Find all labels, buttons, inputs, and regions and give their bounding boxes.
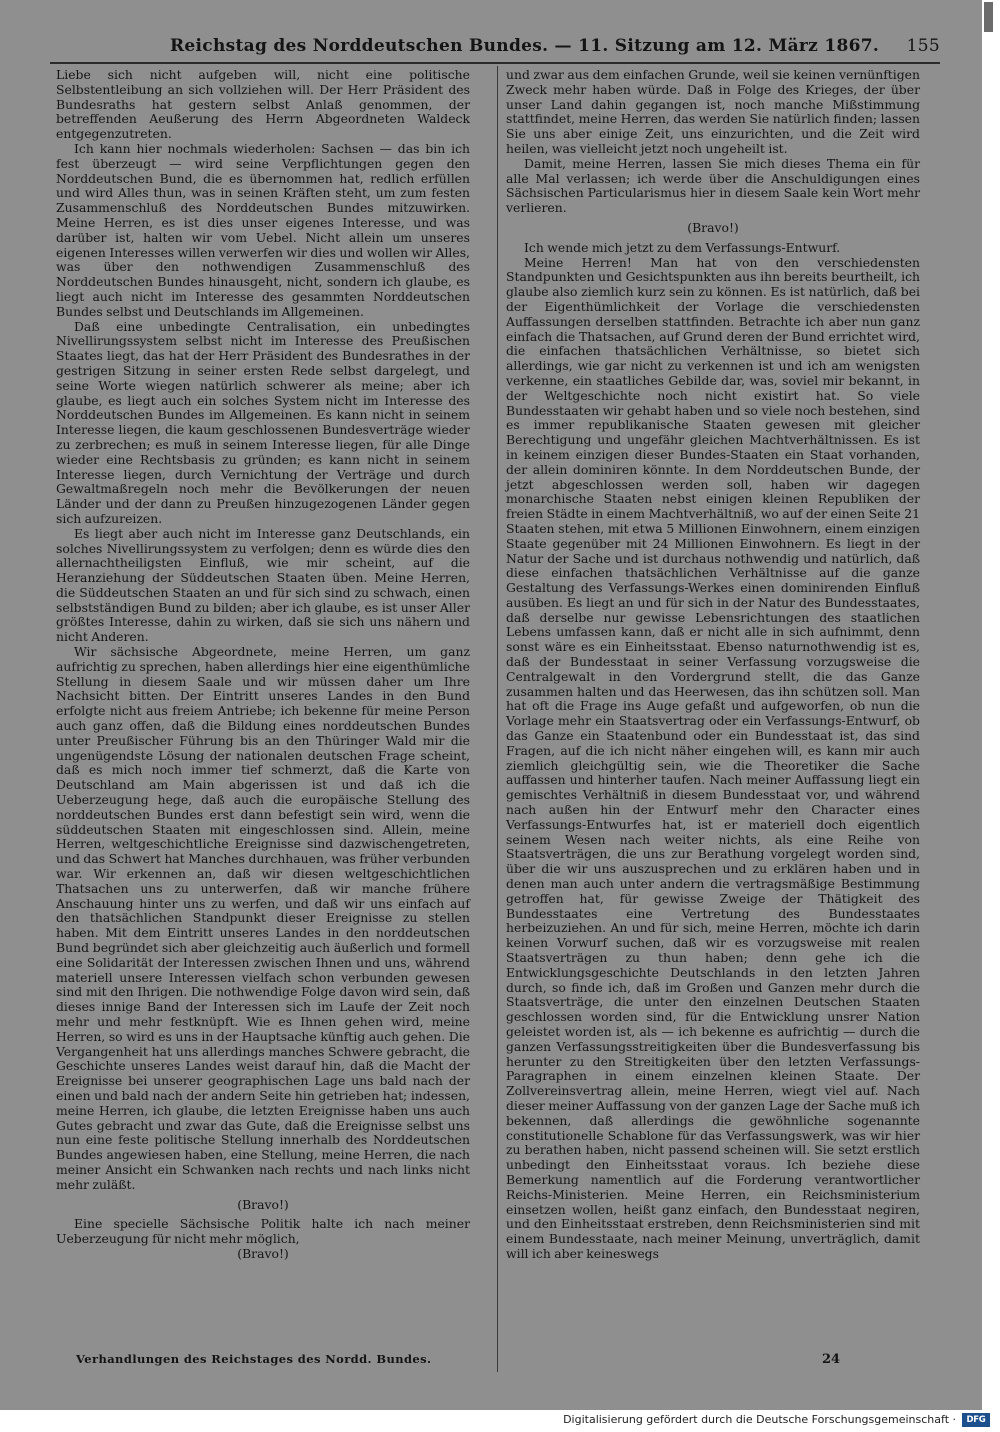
- paragraph: Ich wende mich jetzt zu dem Verfassungs-Entwurf.: [524, 239, 841, 255]
- bravo-interjection: (Bravo!): [237, 1245, 289, 1261]
- page-number: 155: [906, 36, 940, 56]
- scan-edge-mark: [984, 2, 993, 32]
- paragraph: Liebe sich nicht aufgeben will, nicht eine politische Selbstentleibung an sich vollziehen will. Der Herr Präsident des Bundesraths hat gestern selbst Anlaß genommen, der betreffenden Aeußerung des Herrn Abgeordneten Waldeck entgegenzutreten.: [56, 67, 470, 142]
- paragraph: Wir sächsische Abgeordnete, meine Herren, um ganz aufrichtig zu sprechen, haben allerdings hier eine eigenthümliche Stellung in diesem Saale und wir müssen daher um Ihre Nachsicht bitten. Der Eintritt unseres Landes in den Bund erfolgte nicht aus freiem Antriebe; ich bekenne für meine Person auch ganz offen, daß die Bildung eines norddeutschen Bundes unter Preußischer Führung bis an den Thüringer Wald mir die ungenügendste Lösung der nationalen deutschen Frage scheint, daß es mich noch immer tief schmerzt, daß die Karte von Deutschland am Main abgerissen ist und daß ich die Ueberzeugung hege, daß auch die europäische Stellung des norddeutschen Bundes erst dann befestigt sein wird, wenn die süddeutschen Staaten mit eingeschlossen sind. Allein, meine Herren, weltgeschichtliche Ereignisse sind dazwischengetreten, und das Schwert hat Manches durchhauen, was früher verbunden war. Wir erkennen an, daß wir diesen weltgeschichtlichen Thatsachen uns zu unterwerfen, daß wir manche frühere Anschauung hinter uns zu werfen, und daß wir uns einfach auf den thatsächlichen Standpunkt dieser Ereignisse zu stellen haben. Mit dem Eintritt unseres Landes in den norddeutschen Bund begründet sich aber gleichzeitig auch äußerlich und formell eine Solidarität der Interessen zwischen Ihnen und uns, während materiell unsere Interessen vielfach schon verbunden gewesen sind mit den Ihrigen. Die nothwendige Folge davon wird sein, daß dieses innige Band der Interessen sich im Laufe der Zeit noch mehr und mehr festknüpft. Wie es Ihnen gehen wird, meine Herren, so wird es uns in der Hauptsache künftig auch gehen. Die Vergangenheit hat uns allerdings manches Schwere gebracht, die Geschichte unseres Landes weist darauf hin, daß die Macht der Ereignisse bei unserer geographischen Lage uns bald nach der einen und bald nach der andern Seite hin getrieben hat; indessen, meine Herren, ich glaube, die letzten Ereignisse haben uns auch Gutes gebracht und zwar das Gute, daß die Ereignisse selbst uns nun eine feste politische Stellung innerhalb des Norddeutschen Bundes angewiesen haben, eine Stellung, meine Herren, die nach meiner Ansicht ein Schwanken nach rechts und nach links nicht mehr zuläßt.: [56, 644, 470, 1192]
- left-column-paragraphs: [56, 68, 470, 1193]
- column-divider: [497, 66, 498, 1372]
- bravo-interjection: (Bravo!): [687, 219, 739, 235]
- paragraph: und zwar aus dem einfachen Grunde, weil sie keinen vernünftigen Zweck mehr haben würde. Daß in Folge des Krieges, der über unser Land dahin gegangen ist, noch manche Mißstimmung stattfindet, meine Herren, das werden Sie natürlich finden; lassen Sie uns aber einige Zeit, uns einzurichten, und die Zeit wird heilen, was vielleicht jetzt noch ungeheilt ist.: [506, 67, 920, 156]
- digitization-credit: Digitalisierung gefördert durch die Deutsche Forschungsgemeinschaft ·: [563, 1413, 956, 1426]
- dfg-logo-text: DFG: [966, 1415, 986, 1425]
- right-column-paragraphs-main: [506, 241, 920, 1262]
- paragraph: Es liegt aber auch nicht im Interesse ganz Deutschlands, ein solches Nivellirungssystem zu verfolgen; denn es würde dies den allernachtheiligsten Einfluß, wie mir scheint, auf die Heranziehung der Süddeutschen Staaten üben. Meine Herren, die Süddeutschen Staaten an und für sich sind zu schwach, einen selbstständigen Bund zu bilden; aber ich glaube, es ist unser Aller größtes Interesse, dahin zu wirken, daß sie sich uns nähern und nicht Anderen.: [56, 525, 470, 645]
- left-column: [56, 68, 470, 1267]
- header-title: Reichstag des Norddeutschen Bundes. — 11. Sitzung am 12. März 1867.: [170, 36, 880, 56]
- bravo-interjection: (Bravo!): [237, 1196, 289, 1212]
- paragraph: Daß eine unbedingte Centralisation, ein unbedingtes Nivellirungssystem selbst nicht im Interesse des Preußischen Staates liegt, das hat der Herr Präsident des Bundesrathes in der gestrigen Sitzung in seiner ersten Rede selbst dargelegt, und seine Worte wiegen natürlich schwerer als meine; aber ich glaube, es liegt auch ein solches System nicht im Interesse des Norddeutschen Bundes im Allgemeinen. Es kann nicht in seinem Interesse liegen, die kaum geschlossenen Bundesverträge wieder zu zerbrechen; es muß in seinem Interesse liegen, für alle Dinge wieder eine Rechtsbasis zu gründen; es kann nicht in seinem Interesse liegen, durch Vernichtung der Verträge und durch Gewaltmaßregeln noch mehr die Bevölkerungen der neuen Länder und der dann zu Preußen hinzugezogenen Länder gegen sich aufzureizen.: [56, 318, 470, 526]
- paragraph: Meine Herren! Man hat von den verschiedensten Standpunkten und Gesichtspunkten aus ihn bereits beurtheilt, ich glaube also ziemlich kurz sein zu können. Es ist natürlich, daß bei der Eigenthümlichkeit der Vorlage die verschiedensten Auffassungen derselben stattfinden. Betrachte ich aber nun ganz einfach die Thatsachen, auf Grund deren der Bund errichtet wird, die einfachen thatsächlichen Verhältnisse, so bietet sich allerdings, wie gar nicht zu verkennen ist und ich am wenigsten verkenne, ein staatliches Gebilde dar, was, soviel mir bekannt, in der Weltgeschichte noch nicht existirt hat. So viele Bundesstaaten wir gehabt haben und so viele noch bestehen, sind es immer republikanische Staaten gewesen mit gleicher Berechtigung und ungefähr gleichen Machtverhältnissen. Es ist in keinem einzigen dieser Bundes-Staaten ein Staat vorhanden, der allein dominiren könnte. In dem Norddeutschen Bunde, der jetzt abgeschlossen werden soll, haben wir dagegen monarchische Staaten nebst einigen kleinen Republiken der freien Städte in einem Machtverhältniß, wo auf der einen Seite 21 Staaten stehen, mit etwa 5 Millionen Einwohnern, einem einzigen Staate gegenüber mit 24 Millionen Einwohnern. Es liegt in der Natur der Sache und ist durchaus nothwendig und natürlich, daß diese einfachen thatsächlichen Verhältnisse auf die ganze Gestaltung des Verfassungs-Werkes einen dominirenden Einfluß ausüben. Es liegt an und für sich in der Natur des Bundesstaates, daß derselbe nur gewisse Lebensrichtungen des staatlichen Lebens umfassen kann, daß er nicht alle in sich aufnimmt, denn sonst wäre es ein Einheitsstaat. Ebenso naturnothwendig ist es, daß der Bundesstaat in seiner Verfassung vorzugsweise die Centralgewalt in den Vordergrund stellt, die das Ganze zusammen halten und das Heerwesen, das ihn schützen soll. Man hat oft die Frage ins Auge gefaßt und aufgeworfen, ob nun die Vorlage mehr ein Staatsvertrag oder ein Verfassungs-Entwurf, ob das Ganze ein Staatenbund oder ein Bundesstaat ist, das sind Fragen, auf die ich nicht näher eingehen will, es kann mir auch ziemlich gleichgültig sein, wie die Theoretiker die Sache auffassen und hinterher taufen. Nach meiner Auffassung liegt ein gemischtes Verhältniß in diesem Bundesstaat vor, und während nach außen hin der Entwurf mehr den Character eines Verfassungs-Entwurfes hat, ist er materiell doch eigentlich seinem Wesen nach weiter nichts, als eine Reihe von Staatsverträgen, die uns zur Berathung vorgelegt worden sind, über die wir uns auszusprechen und zu erklären haben und in denen man auch unter andern die vertragsmäßige Bestimmung getroffen hat, für gewisse Zweige der Thätigkeit des Bundesstaates eine Vertretung des Bundesstaates herbeizuziehen. An und für sich, meine Herren, möchte ich darin keinen Vorwurf suchen, daß wir es vorzugsweise mit realen Staatsverträgen zu thun haben; denn gehe ich die Entwicklungsgeschichte Deutschlands in den letzten Jahren durch, so finde ich, daß im Großen und Ganzen mehr durch die Staatsverträge, die unter den einzelnen Deutschen Staaten geschlossen worden sind, für die Entwicklung unsrer Nation geleistet worden ist, als — ich bekenne es aufrichtig — durch die ganzen Verfassungsstreitigkeiten über die Bundesverfassung bis herunter zu den Streitigkeiten über den letzten Verfassungs-Paragraphen in einem einzelnen kleinen Staate. Der Zollvereinsvertrag allein, meine Herren, wiegt viel auf. Nach dieser meiner Auffassung von der ganzen Lage der Sache muß ich bekennen, daß allerdings die gewöhnliche sogenannte constitutionelle Schablone für das Verfassungswerk, was wir hier zu berathen haben, nicht passend scheinen will. Sie setzt erstlich unbedingt den Einheitsstaat voraus. Ich beziehe diese Bemerkung namentlich auf die Forderung verantwortlicher Reichs-Ministerien. Meine Herren, ein Reichsministerium einsetzen wollen, heißt ganz einfach, den Bundesstaat negiren, und den Einheitsstaat erstreben, denn Reichsministerien sind mit einem Bundesstaate, nach meiner Meinung, unverträglich, damit will ich aber keineswegs: [506, 254, 920, 1261]
- footer-publication: Verhandlungen des Reichstages des Nordd. Bundes.: [76, 1352, 432, 1366]
- paragraph: Damit, meine Herren, lassen Sie mich dieses Thema ein für alle Mal verlassen; ich werde über die Anschuldigungen eines Sächsischen Particularismus hier in diesem Saale kein Wort mehr verlieren.: [506, 155, 920, 216]
- closing-paragraph: Eine specielle Sächsische Politik halte ich nach meiner Ueberzeugung für nicht mehr möglich,: [56, 1216, 470, 1247]
- signature-number: 24: [822, 1352, 841, 1367]
- header-rule: [50, 62, 940, 64]
- right-column-paragraphs-top: [506, 68, 920, 216]
- right-column: [506, 68, 920, 1262]
- dfg-logo: [962, 1413, 990, 1427]
- paragraph: Ich kann hier nochmals wiederholen: Sachsen — das bin ich fest überzeugt — wird seine Verpflichtungen gegen den Norddeutschen Bund, die es übernommen hat, redlich erfüllen und wird Alles thun, was in seinen Kräften steht, um zum festen Zusammenschluß des Norddeutschen Bundes mitzuwirken. Meine Herren, es ist dies unser eigenes Interesse, und was darüber ist, halten wir vom Uebel. Nicht allein um unseres eigenen Interesses willen verwerfen wir dies und wollen wir Alles, was über den nothwendigen Zusammenschluß des Norddeutschen Bundes hinausgeht, nicht, sondern ich glaube, es liegt auch nicht im Interesse des gesammten Norddeutschen Bundes selbst und Deutschlands im Allgemeinen.: [56, 140, 470, 319]
- running-header: [58, 34, 940, 58]
- page-edge-strip: [982, 0, 1000, 1410]
